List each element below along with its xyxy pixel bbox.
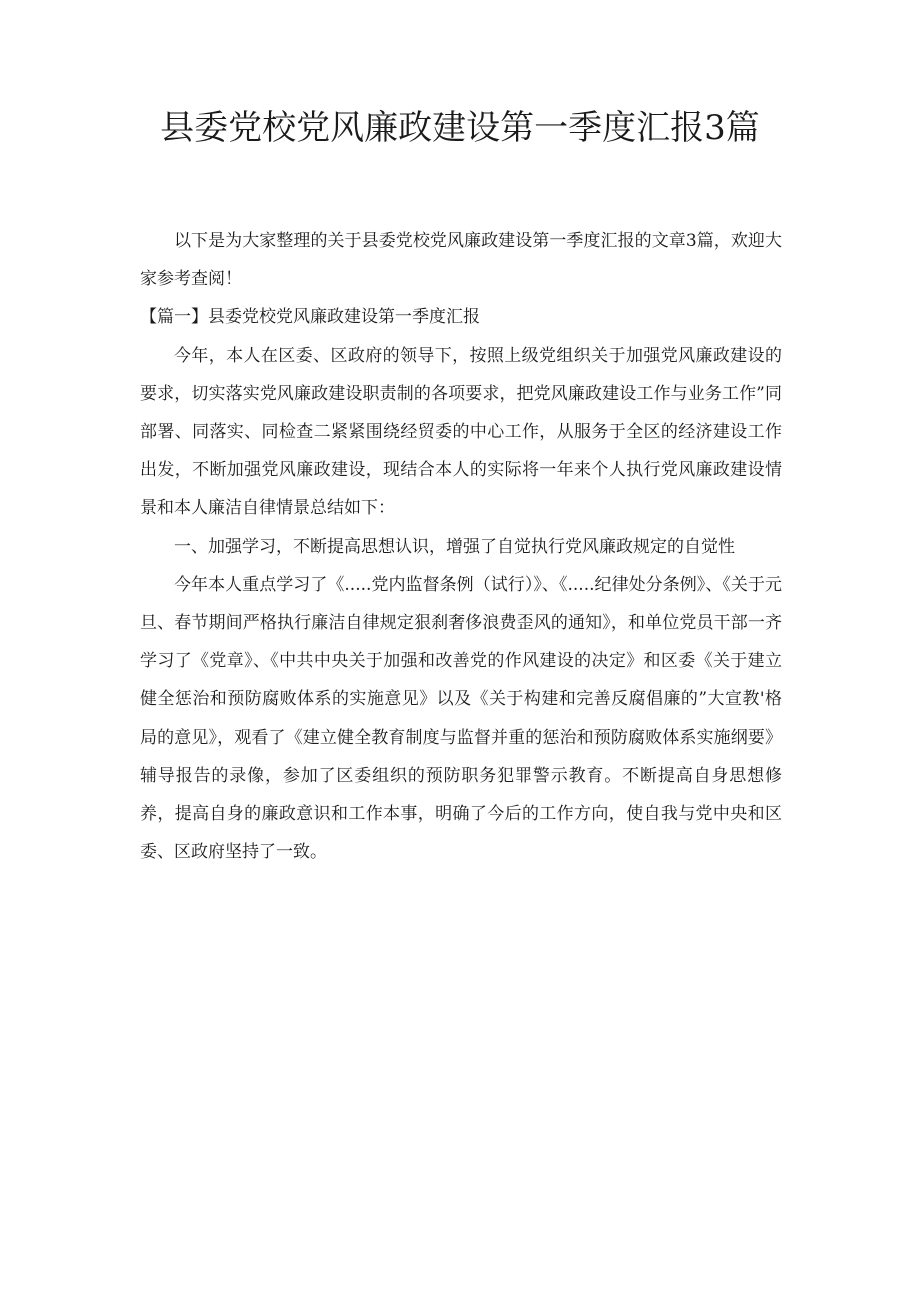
intro-paragraph: 以下是为大家整理的关于县委党校党风廉政建设第一季度汇报的文章3篇，欢迎大家参考查阅！ (140, 231, 782, 290)
section-heading: 【篇一】县委党校党风廉政建设第一季度汇报 (140, 307, 480, 328)
body-paragraph: 今年，本人在区委、区政府的领导下，按照上级党组织关于加强党风廉政建设的要求，切实落实党风廉政建设职责制的各项要求，把党风廉政建设工作与业务工作”同部署、同落实、同检查二紧紧围绕经贸委的中心工作，从服务于全区的经济建设工作出发，不断加强党风廉政建设，现结合本人的实际将一年来个人执行党风廉政建设情景和本人廉洁自律情景总结如下： (140, 345, 782, 519)
document-body (140, 222, 782, 871)
body-paragraph: 一、加强学习，不断提高思想认识，增强了自觉执行党风廉政规定的自觉性 (174, 536, 735, 557)
body-paragraph: 今年本人重点学习了《.....党内监督条例（试行）》、《.....纪律处分条例》、《关于元旦、春节期间严格执行廉洁自律规定狠刹奢侈浪费歪风的通知》，和单位党员干部一齐学习了《党章》、《中共中央关于加强和改善党的作风建设的决定》和区委《关于建立健全惩治和预防腐败体系的实施意见》以及《关于构建和完善反腐倡廉的”大宣教'格局的意见》，观看了《建立健全教育制度与监督并重的惩治和预防腐败体系实施纲要》辅导报告的录像，参加了区委组织的预防职务犯罪警示教育。不断提高自身思想修养，提高自身的廉政意识和工作本事，明确了今后的工作方向，使自我与党中央和区委、区政府坚持了一致。 (140, 574, 782, 863)
document-title: 县委党校党风廉政建设第一季度汇报3篇 (160, 108, 760, 148)
